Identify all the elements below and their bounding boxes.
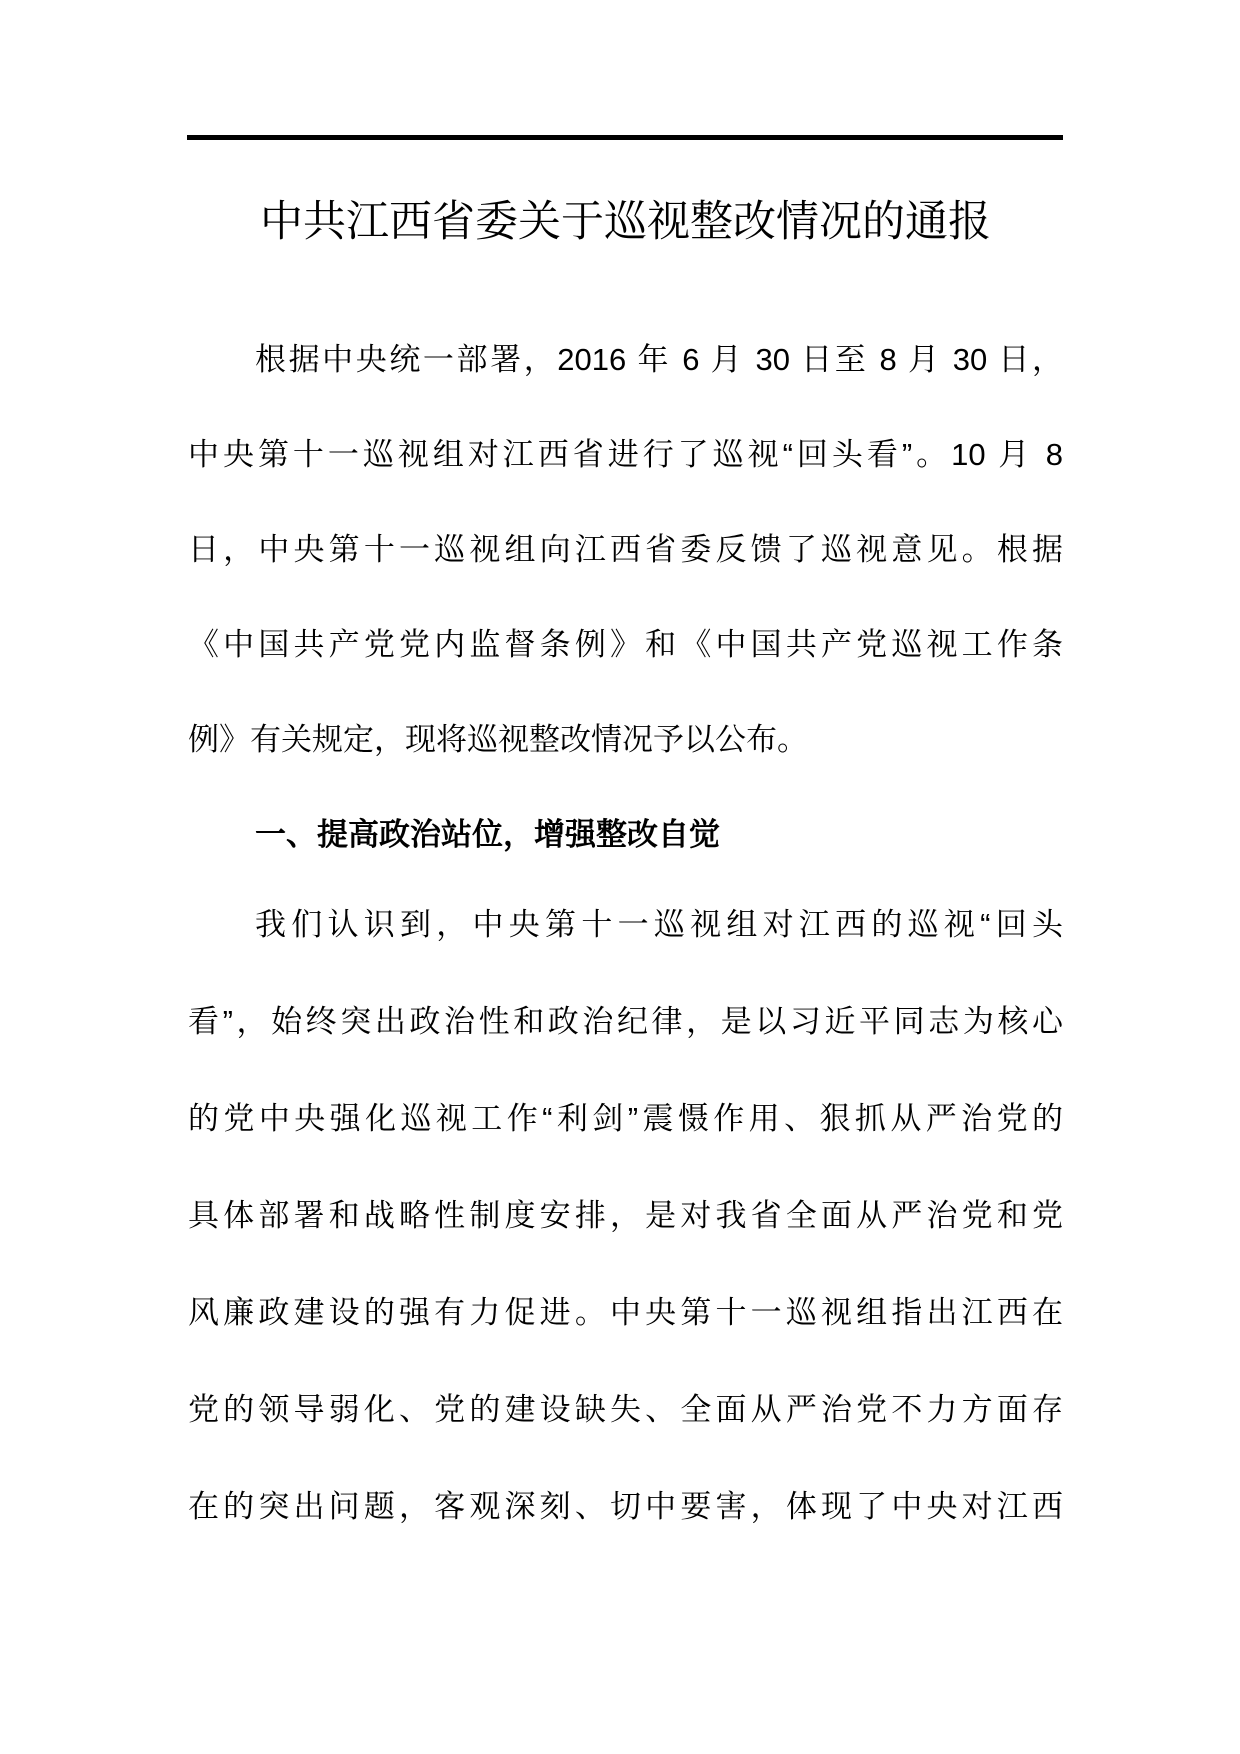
section-heading-container bbox=[188, 787, 1063, 882]
text-line: 根据中央统一部署，2016 年 6 月 30 日至 8 月 30 日， bbox=[255, 342, 1063, 377]
text-line: 风廉政建设的强有力促进。中央第十一巡视组指出江西在 bbox=[188, 1295, 1063, 1330]
header-divider-rule bbox=[187, 135, 1063, 140]
text-line: 在的突出问题，客观深刻、切中要害，体现了中央对江西 bbox=[188, 1489, 1063, 1524]
text-line: 具体部署和战略性制度安排，是对我省全面从严治党和党 bbox=[188, 1198, 1063, 1233]
text-line: 的党中央强化巡视工作“利剑”震慑作用、狠抓从严治党的 bbox=[188, 1101, 1063, 1136]
text-line: 看”，始终突出政治性和政治纪律，是以习近平同志为核心 bbox=[188, 1004, 1063, 1039]
text-line: 例》有关规定，现将巡视整改情况予以公布。 bbox=[188, 722, 808, 757]
text-line: 中央第十一巡视组对江西省进行了巡视“回头看”。10 月 8 bbox=[188, 437, 1063, 472]
section-heading: 一、提高政治站位，增强整改自觉 bbox=[255, 817, 720, 852]
text-line: 日，中央第十一巡视组向江西省委反馈了巡视意见。根据 bbox=[188, 532, 1063, 567]
document-title: 中共江西省委关于巡视整改情况的通报 bbox=[260, 198, 991, 246]
text-line: 我们认识到，中央第十一巡视组对江西的巡视“回头 bbox=[255, 907, 1063, 942]
paragraph-intro bbox=[188, 312, 1063, 787]
text-line: 党的领导弱化、党的建设缺失、全面从严治党不力方面存 bbox=[188, 1392, 1063, 1427]
text-line: 《中国共产党党内监督条例》和《中国共产党巡视工作条 bbox=[188, 627, 1063, 662]
paragraph-section-body bbox=[188, 876, 1063, 1555]
